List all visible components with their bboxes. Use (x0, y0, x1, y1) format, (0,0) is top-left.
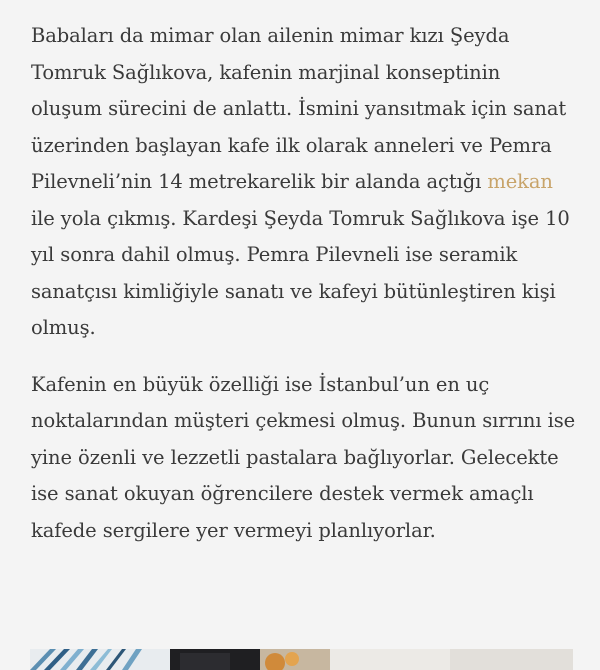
mekan-link[interactable]: mekan (487, 170, 553, 193)
article-body (31, 18, 576, 569)
paragraph-1-text-end: ile yola çıkmış. Kardeşi Şeyda Tomruk Sağlıkova işe 10 yıl sonra dahil olmuş. Pemra Pilevneli ise seramik sanatçısı kimliğiyle sanatı ve kafeyi bütünleştiren kişi olmuş. (31, 206, 570, 339)
article-photo (30, 649, 573, 670)
paragraph-2: Kafenin en büyük özelliği ise İstanbul’un en uç noktalarından müşteri çekmesi olmuş. Bunun sırrını ise yine özenli ve lezzetli pastalara bağlıyorlar. Gelecekte ise sanat okuyan öğrencilere destek vermek amaçlı kafede sergilere yer vermeyi planlıyorlar. (31, 372, 576, 542)
paragraph-1-text-start: Babaları da mimar olan ailenin mimar kızı Şeyda Tomruk Sağlıkova, kafenin marjinal konseptinin oluşum sürecini de anlattı. İsmini yansıtmak için sanat üzerinden başlayan kafe ilk olarak anneleri ve Pemra Pilevneli’nin 14 metrekarelik bir alanda açtığı (31, 24, 567, 193)
photo-image (30, 649, 573, 670)
paragraph-1 (31, 18, 576, 347)
